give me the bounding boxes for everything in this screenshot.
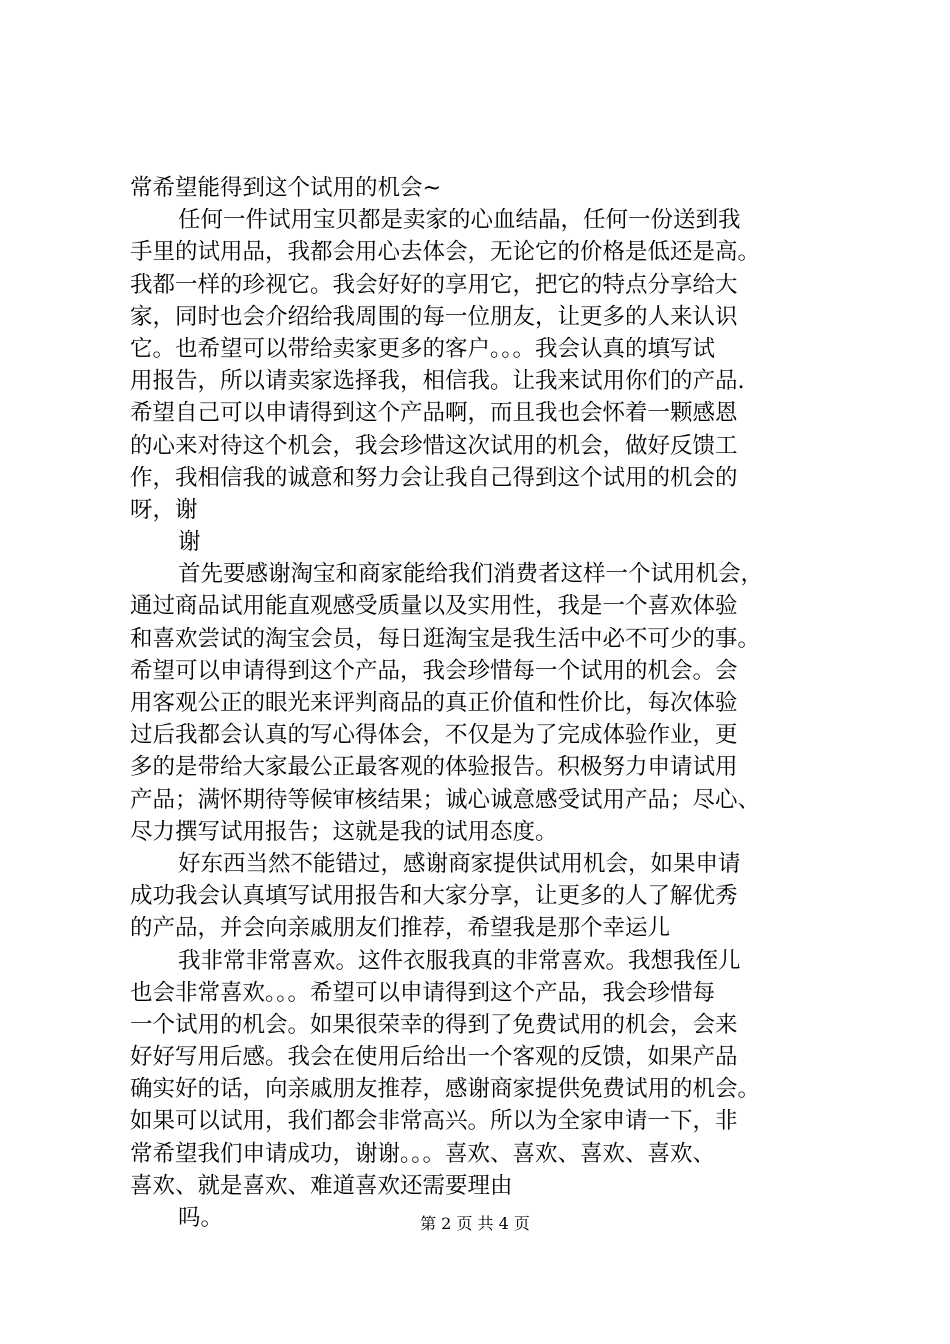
text-line: 我都一样的珍视它。我会好好的享用它，把它的特点分享给大 [130,271,738,298]
text-line: 尽力撰写试用报告；这就是我的试用态度。 [130,818,558,845]
text-line: 希望自己可以申请得到这个产品啊，而且我也会怀着一颗感恩 [130,400,738,427]
text-line: 好东西当然不能错过，感谢商家提供试用机会，如果申请 [178,850,741,877]
text-line: 和喜欢尝试的淘宝会员，每日逛淘宝是我生活中必不可少的事。 [130,625,761,652]
document-body [130,172,840,1234]
text-line: 家，同时也会介绍给我周围的每一位朋友，让更多的人来认识 [130,303,738,330]
text-line: 呀，谢 [130,496,198,523]
text-line: 确实好的话，向亲戚朋友推荐，感谢商家提供免费试用的机会。 [130,1076,761,1103]
text-line: 通过商品试用能直观感受质量以及实用性，我是一个喜欢体验 [130,593,738,620]
text-line: 好好写用后感。我会在使用后给出一个客观的反馈，如果产品 [130,1044,738,1071]
text-line: 常希望我们申请成功，谢谢。。。喜欢、喜欢、喜欢、喜欢、 [130,1140,716,1167]
text-line: 的产品，并会向亲戚朋友们推荐，希望我是那个幸运儿 [130,915,671,942]
text-line: 谢 [178,529,201,556]
page-number-label: 第 2 页 共 4 页 [420,1214,530,1233]
text-line: 我非常非常喜欢。这件衣服我真的非常喜欢。我想我侄儿 [178,947,741,974]
text-line: 过后我都会认真的写心得体会，不仅是为了完成体验作业，更 [130,722,738,749]
text-line: 用报告，所以请卖家选择我，相信我。让我来试用你们的产品. [130,368,745,395]
text-line: 任何一件试用宝贝都是卖家的心血结晶，任何一份送到我 [178,207,741,234]
text-line: 一个试用的机会。如果很荣幸的得到了免费试用的机会，会来 [130,1011,738,1038]
text-line: 如果可以试用，我们都会非常高兴。所以为全家申请一下，非 [130,1108,738,1135]
text-line: 吗。 [178,1205,224,1231]
text-line: 作，我相信我的诚意和努力会让我自己得到这个试用的机会的 [130,464,738,491]
text-line: 也会非常喜欢。。。希望可以申请得到这个产品，我会珍惜每 [130,979,716,1006]
text-line: 喜欢、就是喜欢、难道喜欢还需要理由 [130,1172,513,1199]
text-line: 的心来对待这个机会，我会珍惜这次试用的机会，做好反馈工 [130,432,738,459]
text-line: 首先要感谢淘宝和商家能给我们消费者这样一个试用机会， [178,561,764,588]
text-line: 它。也希望可以带给卖家更多的客户。。。我会认真的填写试 [130,335,716,362]
text-line: 希望可以申请得到这个产品，我会珍惜每一个试用的机会。会 [130,657,738,684]
text-line: 多的是带给大家最公正最客观的体验报告。积极努力申请试用 [130,754,738,781]
page-footer [0,1212,950,1236]
text-line: 成功我会认真填写试用报告和大家分享，让更多的人了解优秀 [130,883,738,910]
text-line: 产品；满怀期待等候审核结果；诚心诚意感受试用产品；尽心、 [130,786,761,813]
text-line: 用客观公正的眼光来评判商品的真正价值和性价比，每次体验 [130,690,738,716]
text-line: 手里的试用品，我都会用心去体会，无论它的价格是低还是高。 [130,239,761,266]
text-line: 常希望能得到这个试用的机会~ [130,175,442,201]
